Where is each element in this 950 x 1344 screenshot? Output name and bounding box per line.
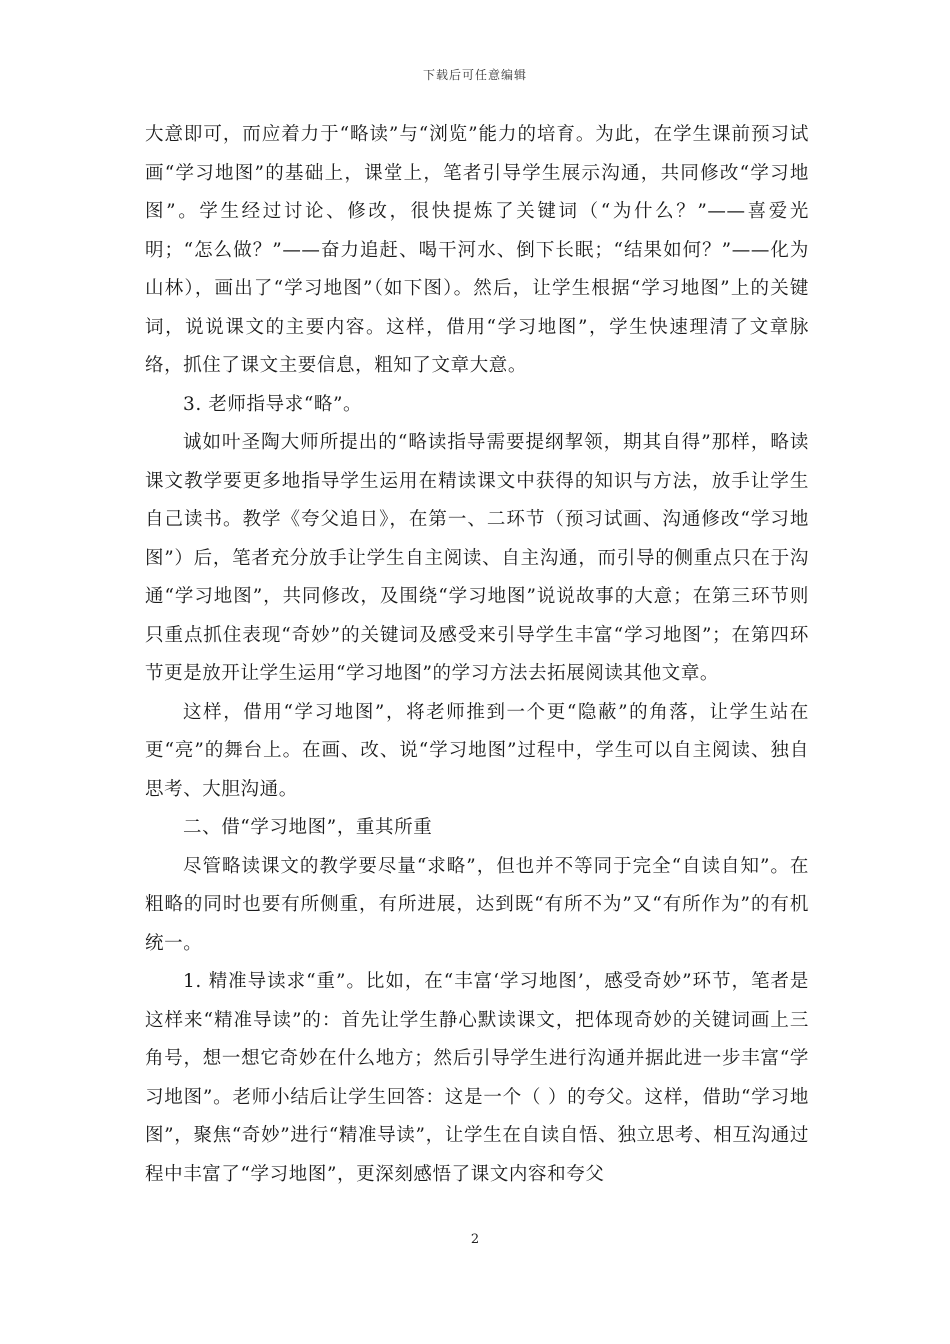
page-header: 下载后可任意编辑 (422, 68, 527, 82)
page-number: 2 (470, 1232, 480, 1247)
paragraph: 大意即可，而应着力于“略读”与“浏览”能力的培育。为此，在学生课前预习试画“学习地图”的基础上，课堂上，笔者引导学生展示沟通，共同修改“学习地图”。学生经过讨论、修改，很快提炼了关键词（“为什么？”——喜爱光明；“怎么做？”——奋力追赶、喝干河水、倒下长眠；“结果如何？”——化为山林），画出了“学习地图”（如下图）。然后，让学生根据“学习地图”上的关键词，说说课文的主要内容。这样，借用“学习地图”，学生快速理清了文章脉络，抓住了课文主要信息，粗知了文章大意。 (145, 124, 809, 376)
paragraph: 1. 精准导读求“重”。比如，在“丰富‘学习地图’，感受奇妙”环节，笔者是这样来“精准导读”的：首先让学生静心默读课文，把体现奇妙的关键词画上三角号，想一想它奇妙在什么地方；然后引导学生进行沟通并据此进一步丰富“学习地图”。老师小结后让学生回答：这是一个（ ）的夸父。这样，借助“学习地图”，聚焦“奇妙”进行“精准导读”，让学生在自读自悟、独立思考、相互沟通过程中丰富了“学习地图”，更深刻感悟了课文内容和夸父 (145, 971, 809, 1185)
section-heading: 二、借“学习地图”，重其所重 (183, 817, 433, 838)
body-text (145, 116, 809, 1194)
subheading-3: 3. 老师指导求“略”。 (183, 393, 363, 415)
paragraph: 诚如叶圣陶大师所提出的“略读指导需要提纲挈领，期其自得”那样，略读课文教学要更多地指导学生运用在精读课文中获得的知识与方法，放手让学生自己读书。教学《夸父追日》，在第一、二环节（预习试画、沟通修改“学习地图”）后，笔者充分放手让学生自主阅读、自主沟通，而引导的侧重点只在于沟通“学习地图”，共同修改，及围绕“学习地图”说说故事的大意；在第三环节则只重点抓住表现“奇妙”的关键词及感受来引导学生丰富“学习地图”；在第四环节更是放开让学生运用“学习地图”的学习方法去拓展阅读其他文章。 (145, 432, 809, 684)
paragraph: 尽管略读课文的教学要尽量“求略”，但也并不等同于完全“自读自知”。在粗略的同时也要有所侧重，有所进展，达到既“有所不为”又“有所作为”的有机统一。 (145, 855, 809, 954)
paragraph: 这样，借用“学习地图”，将老师推到一个更“隐蔽”的角落，让学生站在更“亮”的舞台上。在画、改、说“学习地图”过程中，学生可以自主阅读、独自思考、大胆沟通。 (145, 701, 809, 800)
